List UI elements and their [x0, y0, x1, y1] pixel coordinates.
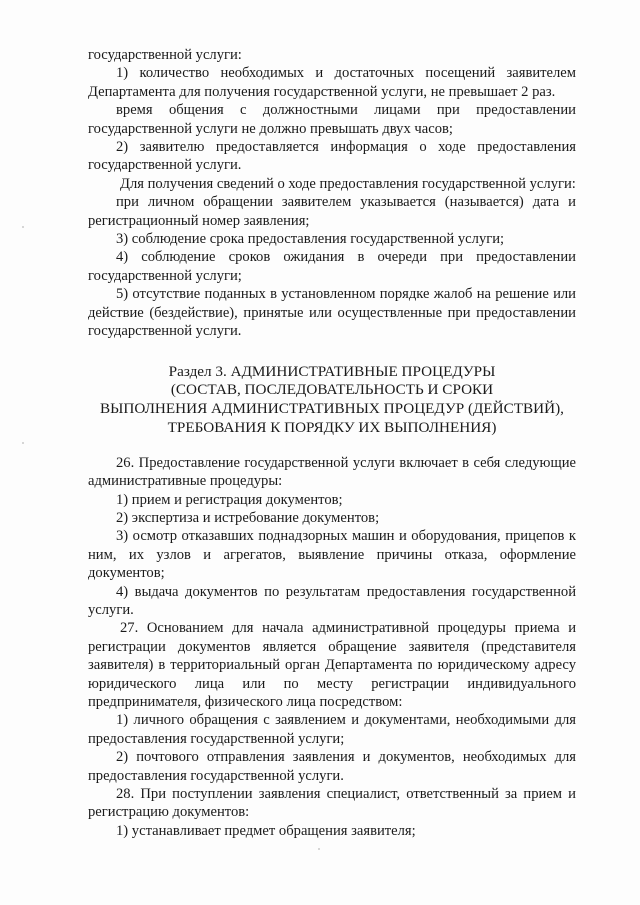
list-item: 1) устанавливает предмет обращения заявителя; [116, 822, 416, 839]
list-item: 1) личного обращения с заявлением и документами, необходимыми для предоставления государственной услуги; [88, 712, 576, 747]
section-heading-line: ТРЕБОВАНИЯ К ПОРЯДКУ ИХ ВЫПОЛНЕНИЯ) [167, 418, 497, 436]
paragraph: Для получения сведений о ходе предоставления государственной услуги: [120, 175, 576, 192]
scan-speck [22, 442, 24, 444]
scan-speck [22, 226, 24, 228]
section-heading [88, 363, 576, 438]
paragraph: 26. Предоставление государственной услуги включает в себя следующие административные процедуры: [88, 454, 576, 490]
paragraph: 27. Основанием для начала административной процедуры приема и регистрации документов является обращение заявителя (представителя заявителя) в территориальный орган Департамента по юридическому адресу юридического лица или по месту регистрации индивидуального предпринимателя, физического лица посредством: [88, 620, 576, 710]
section-heading-line: ВЫПОЛНЕНИЯ АДМИНИСТРАТИВНЫХ ПРОЦЕДУР (ДЕЙСТВИЙ), [100, 400, 564, 418]
list-item: 2) почтового отправления заявления и документов, необходимых для предоставления государственной услуги. [88, 749, 576, 784]
paragraph: 2) заявителю предоставляется информация о ходе предоставления государственной услуги. [88, 139, 576, 174]
paragraph: время общения с должностными лицами при предоставлении государственной услуги не должно превышать двух часов; [88, 102, 576, 137]
paragraph: при личном обращении заявителем указывается (называется) дата и регистрационный номер заявления; [88, 194, 576, 229]
section-heading-line: (СОСТАВ, ПОСЛЕДОВАТЕЛЬНОСТЬ И СРОКИ [170, 381, 494, 399]
list-item: 4) выдача документов по результатам предоставления государственной услуги. [88, 583, 576, 618]
paragraph: 3) соблюдение срока предоставления государственной услуги; [116, 231, 505, 248]
paragraph: государственной услуги: [88, 47, 242, 63]
list-item: 2) экспертиза и истребование документов; [116, 509, 380, 526]
list-item: 3) осмотр отказавших поднадзорных машин и оборудования, прицепов к ним, их узлов и агрегатов, выявление причины отказа, оформление документов; [88, 528, 576, 582]
list-item: 1) прием и регистрация документов; [116, 491, 343, 508]
document-body [88, 46, 576, 840]
paragraph: 28. При поступлении заявления специалист, ответственный за прием и регистрацию документов: [88, 786, 576, 821]
scan-speck [318, 848, 320, 850]
paragraph: 1) количество необходимых и достаточных посещений заявителем Департамента для получения государственной услуги, не превышает 2 раз. [88, 65, 576, 100]
paragraph: 5) отсутствие поданных в установленном порядке жалоб на решение или действие (бездействие), принятые или осуществленные при предоставлении государственной услуги. [88, 286, 576, 340]
section-heading-line: Раздел 3. АДМИНИСТРАТИВНЫЕ ПРОЦЕДУРЫ [168, 362, 496, 380]
paragraph: 4) соблюдение сроков ожидания в очереди при предоставлении государственной услуги; [88, 249, 576, 284]
